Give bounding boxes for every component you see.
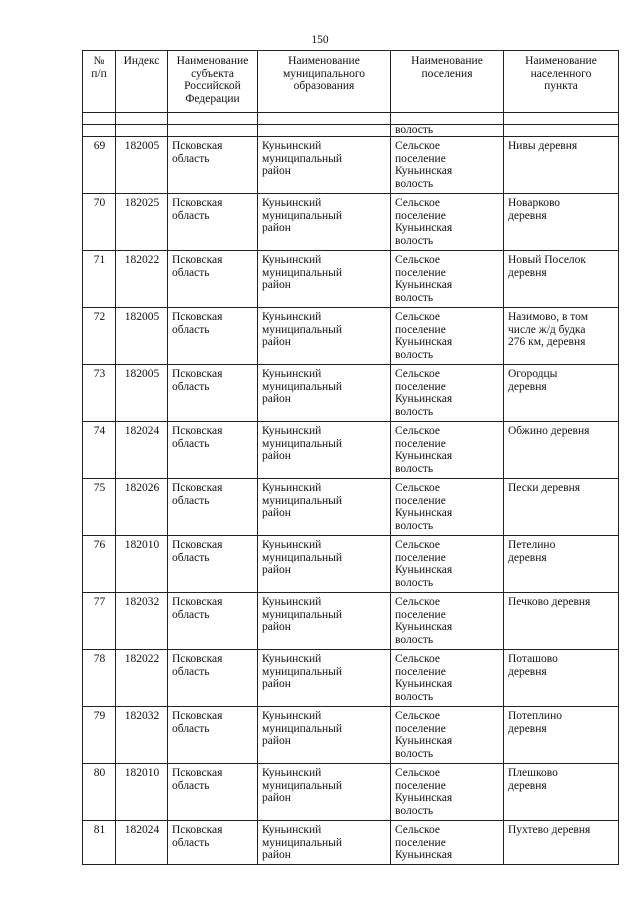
cell-index: 182005 <box>116 308 168 365</box>
table-header-row <box>83 51 619 113</box>
carry-over-row <box>83 125 619 137</box>
cell-subject: Псковская область <box>168 479 258 536</box>
table-row <box>83 137 619 194</box>
cell-subject: Псковская область <box>168 137 258 194</box>
cell-settlement: Сельское поселение Куньинская волость <box>391 650 504 707</box>
cell-index: 182022 <box>116 251 168 308</box>
cell-locality: Назимово, в том числе ж/д будка 276 км, деревня <box>504 308 619 365</box>
cell-index: 182024 <box>116 422 168 479</box>
cell-settlement: Сельское поселение Куньинская волость <box>391 137 504 194</box>
table-row <box>83 308 619 365</box>
table-row <box>83 251 619 308</box>
carry-over-settlement: волость <box>391 125 504 137</box>
cell-locality: Новый Поселок деревня <box>504 251 619 308</box>
cell-num: 79 <box>83 707 116 764</box>
cell-subject: Псковская область <box>168 536 258 593</box>
cell-municipality: Куньинский муниципальный район <box>258 707 391 764</box>
cell-subject: Псковская область <box>168 251 258 308</box>
cell-municipality: Куньинский муниципальный район <box>258 194 391 251</box>
cell-municipality: Куньинский муниципальный район <box>258 479 391 536</box>
cell-num: 73 <box>83 365 116 422</box>
header-settlement: Наименование поселения <box>391 51 504 113</box>
cell-municipality: Куньинский муниципальный район <box>258 365 391 422</box>
cell-index: 182032 <box>116 593 168 650</box>
cell-num: 69 <box>83 137 116 194</box>
cell-municipality: Куньинский муниципальный район <box>258 650 391 707</box>
cell-locality: Петелино деревня <box>504 536 619 593</box>
cell-num: 72 <box>83 308 116 365</box>
cell-locality: Поташово деревня <box>504 650 619 707</box>
table-row <box>83 764 619 821</box>
cell-municipality: Куньинский муниципальный район <box>258 137 391 194</box>
cell-subject: Псковская область <box>168 422 258 479</box>
cell-settlement: Сельское поселение Куньинская волость <box>391 536 504 593</box>
cell-num: 78 <box>83 650 116 707</box>
cell-index: 182005 <box>116 137 168 194</box>
cell-municipality: Куньинский муниципальный район <box>258 821 391 865</box>
cell-locality: Потеплино деревня <box>504 707 619 764</box>
cell-subject: Псковская область <box>168 365 258 422</box>
cell-num: 77 <box>83 593 116 650</box>
table-row <box>83 593 619 650</box>
page-number: 150 <box>311 34 329 46</box>
cell-num: 81 <box>83 821 116 865</box>
cell-settlement: Сельское поселение Куньинская волость <box>391 194 504 251</box>
header-index: Индекс <box>116 51 168 113</box>
table-row <box>83 479 619 536</box>
cell-subject: Псковская область <box>168 650 258 707</box>
cell-municipality: Куньинский муниципальный район <box>258 536 391 593</box>
cell-index: 182010 <box>116 764 168 821</box>
cell-subject: Псковская область <box>168 707 258 764</box>
cell-locality: Обжино деревня <box>504 422 619 479</box>
cell-num: 76 <box>83 536 116 593</box>
cell-index: 182026 <box>116 479 168 536</box>
cell-settlement: Сельское поселение Куньинская волость <box>391 308 504 365</box>
header-locality: Наименование населенного пункта <box>504 51 619 113</box>
cell-index: 182024 <box>116 821 168 865</box>
cell-settlement: Сельское поселение Куньинская волость <box>391 365 504 422</box>
cell-locality: Плешково деревня <box>504 764 619 821</box>
cell-locality: Огородцы деревня <box>504 365 619 422</box>
cell-index: 182005 <box>116 365 168 422</box>
cell-locality: Новарково деревня <box>504 194 619 251</box>
settlements-table <box>82 50 619 865</box>
cell-num: 74 <box>83 422 116 479</box>
table-row <box>83 194 619 251</box>
header-spacer-row <box>83 113 619 125</box>
table-row <box>83 536 619 593</box>
cell-locality: Печково деревня <box>504 593 619 650</box>
table-row <box>83 821 619 865</box>
cell-municipality: Куньинский муниципальный район <box>258 764 391 821</box>
cell-settlement: Сельское поселение Куньинская <box>391 821 504 865</box>
cell-num: 70 <box>83 194 116 251</box>
cell-subject: Псковская область <box>168 194 258 251</box>
cell-locality: Нивы деревня <box>504 137 619 194</box>
cell-index: 182032 <box>116 707 168 764</box>
header-num: № п/п <box>83 51 116 113</box>
header-subject: Наименование субъекта Российской Федерации <box>168 51 258 113</box>
table-row <box>83 422 619 479</box>
cell-index: 182022 <box>116 650 168 707</box>
cell-settlement: Сельское поселение Куньинская волость <box>391 422 504 479</box>
cell-municipality: Куньинский муниципальный район <box>258 422 391 479</box>
cell-num: 71 <box>83 251 116 308</box>
cell-settlement: Сельское поселение Куньинская волость <box>391 251 504 308</box>
table-row <box>83 365 619 422</box>
cell-settlement: Сельское поселение Куньинская волость <box>391 707 504 764</box>
cell-locality: Пески деревня <box>504 479 619 536</box>
cell-subject: Псковская область <box>168 821 258 865</box>
cell-index: 182025 <box>116 194 168 251</box>
cell-settlement: Сельское поселение Куньинская волость <box>391 764 504 821</box>
cell-subject: Псковская область <box>168 764 258 821</box>
cell-subject: Псковская область <box>168 308 258 365</box>
table-row <box>83 650 619 707</box>
cell-subject: Псковская область <box>168 593 258 650</box>
cell-settlement: Сельское поселение Куньинская волость <box>391 593 504 650</box>
table-row <box>83 707 619 764</box>
cell-num: 80 <box>83 764 116 821</box>
cell-municipality: Куньинский муниципальный район <box>258 593 391 650</box>
cell-num: 75 <box>83 479 116 536</box>
cell-municipality: Куньинский муниципальный район <box>258 251 391 308</box>
cell-municipality: Куньинский муниципальный район <box>258 308 391 365</box>
header-municipality: Наименование муниципального образования <box>258 51 391 113</box>
cell-locality: Пухтево деревня <box>504 821 619 865</box>
cell-settlement: Сельское поселение Куньинская волость <box>391 479 504 536</box>
cell-index: 182010 <box>116 536 168 593</box>
